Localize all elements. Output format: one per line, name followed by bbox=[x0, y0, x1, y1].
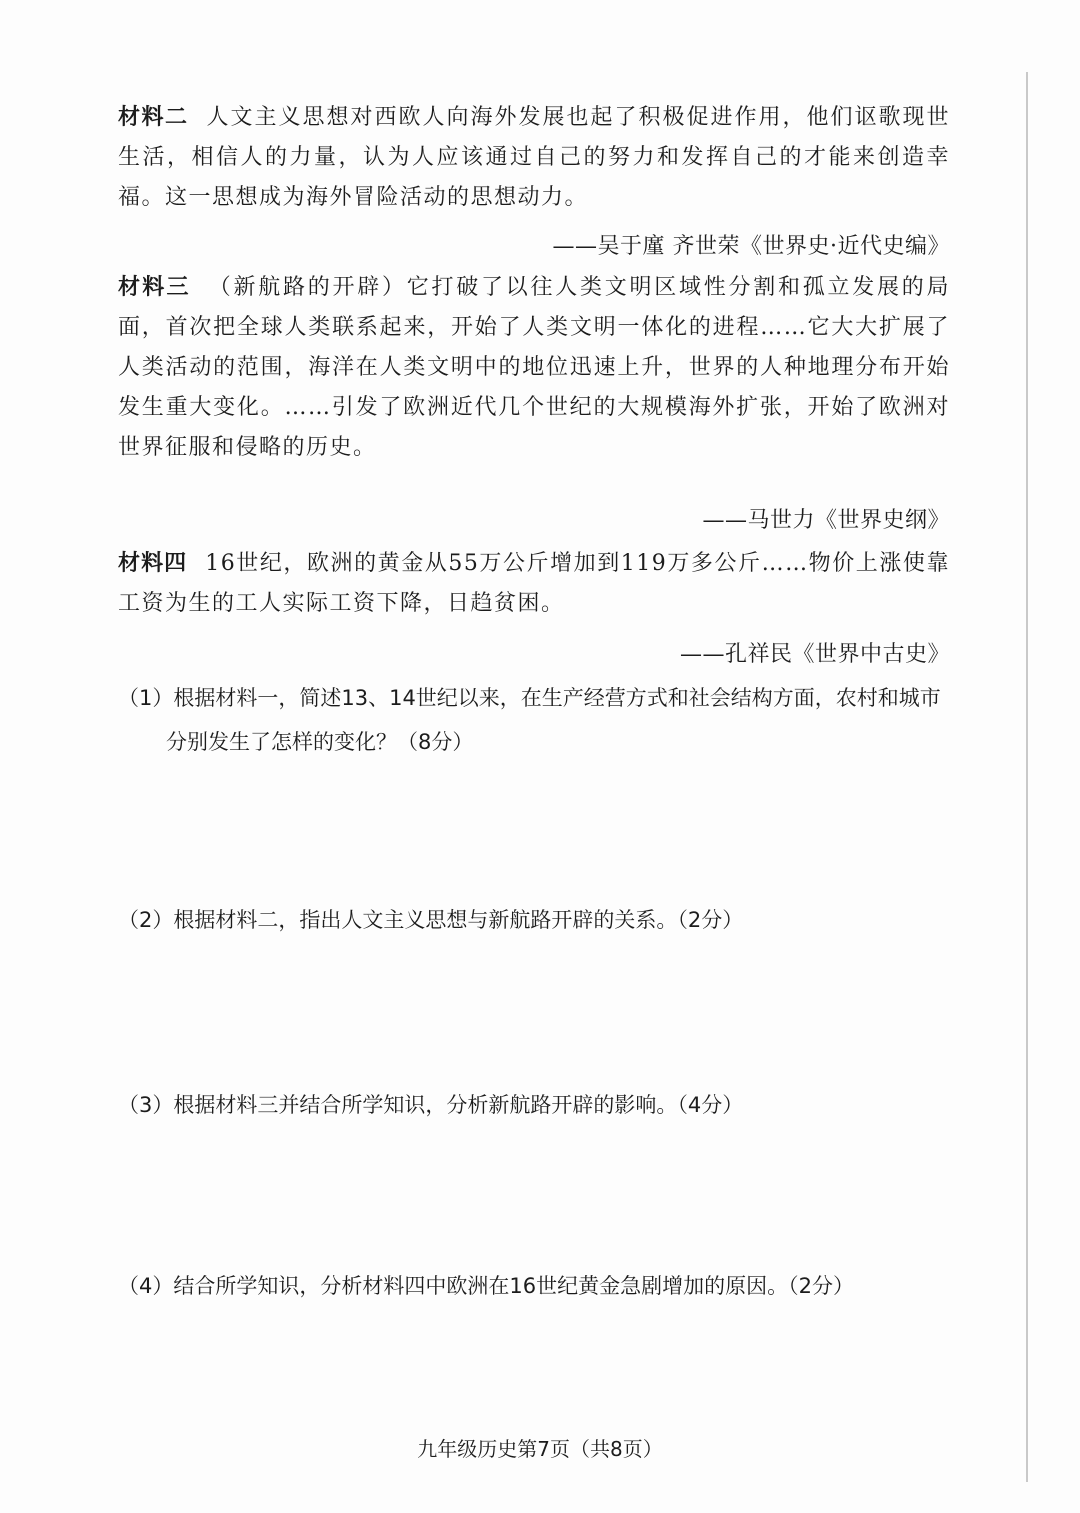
question-3-text: （3）根据材料三并结合所学知识，分析新航路开辟的影响。（4分） bbox=[118, 1093, 744, 1117]
material-four-label: 材料四 bbox=[118, 551, 188, 576]
page-edge-shadow bbox=[1026, 72, 1028, 1482]
question-3 bbox=[118, 1083, 948, 1127]
question-4-text: （4）结合所学知识，分析材料四中欧洲在16世纪黄金急剧增加的原因。（2分） bbox=[118, 1274, 854, 1298]
question-1-text: （1）根据材料一，简述13、14世纪以来，在生产经营方式和社会结构方面，农村和城市分别发生了怎样的变化？（8分） bbox=[118, 686, 941, 754]
material-three bbox=[118, 268, 950, 468]
material-two bbox=[118, 98, 950, 218]
question-2 bbox=[118, 898, 948, 942]
question-1 bbox=[118, 676, 948, 764]
question-4 bbox=[118, 1264, 948, 1308]
material-two-label: 材料二 bbox=[118, 105, 189, 130]
material-four-text: 16世纪，欧洲的黄金从55万公斤增加到119万多公斤……物价上涨使靠工资为生的工人实际工资下降，日趋贫困。 bbox=[118, 551, 950, 616]
material-four-source: ——孔祥民《世界中古史》 bbox=[679, 642, 950, 667]
material-three-source: ——马世力《世界史纲》 bbox=[702, 508, 950, 533]
material-two-text: 人文主义思想对西欧人向海外发展也起了积极促进作用，他们讴歌现世生活，相信人的力量，认为人应该通过自己的努力和发挥自己的才能来创造幸福。这一思想成为海外冒险活动的思想动力。 bbox=[118, 105, 950, 210]
question-2-text: （2）根据材料二，指出人文主义思想与新航路开辟的关系。（2分） bbox=[118, 908, 744, 932]
material-three-text: （新航路的开辟）它打破了以往人类文明区域性分割和孤立发展的局面，首次把全球人类联系起来，开始了人类文明一体化的进程……它大大扩展了人类活动的范围，海洋在人类文明中的地位迅速上升，世界的人种地理分布开始发生重大变化。……引发了欧洲近代几个世纪的大规模海外扩张，开始了欧洲对世界征服和侵略的历史。 bbox=[118, 275, 950, 460]
page-footer: 九年级历史第7页（共8页） bbox=[417, 1437, 663, 1461]
material-four bbox=[118, 544, 950, 624]
material-three-label: 材料三 bbox=[118, 275, 191, 300]
material-two-source: ——吴于廑 齐世荣《世界史·近代史编》 bbox=[552, 234, 950, 259]
